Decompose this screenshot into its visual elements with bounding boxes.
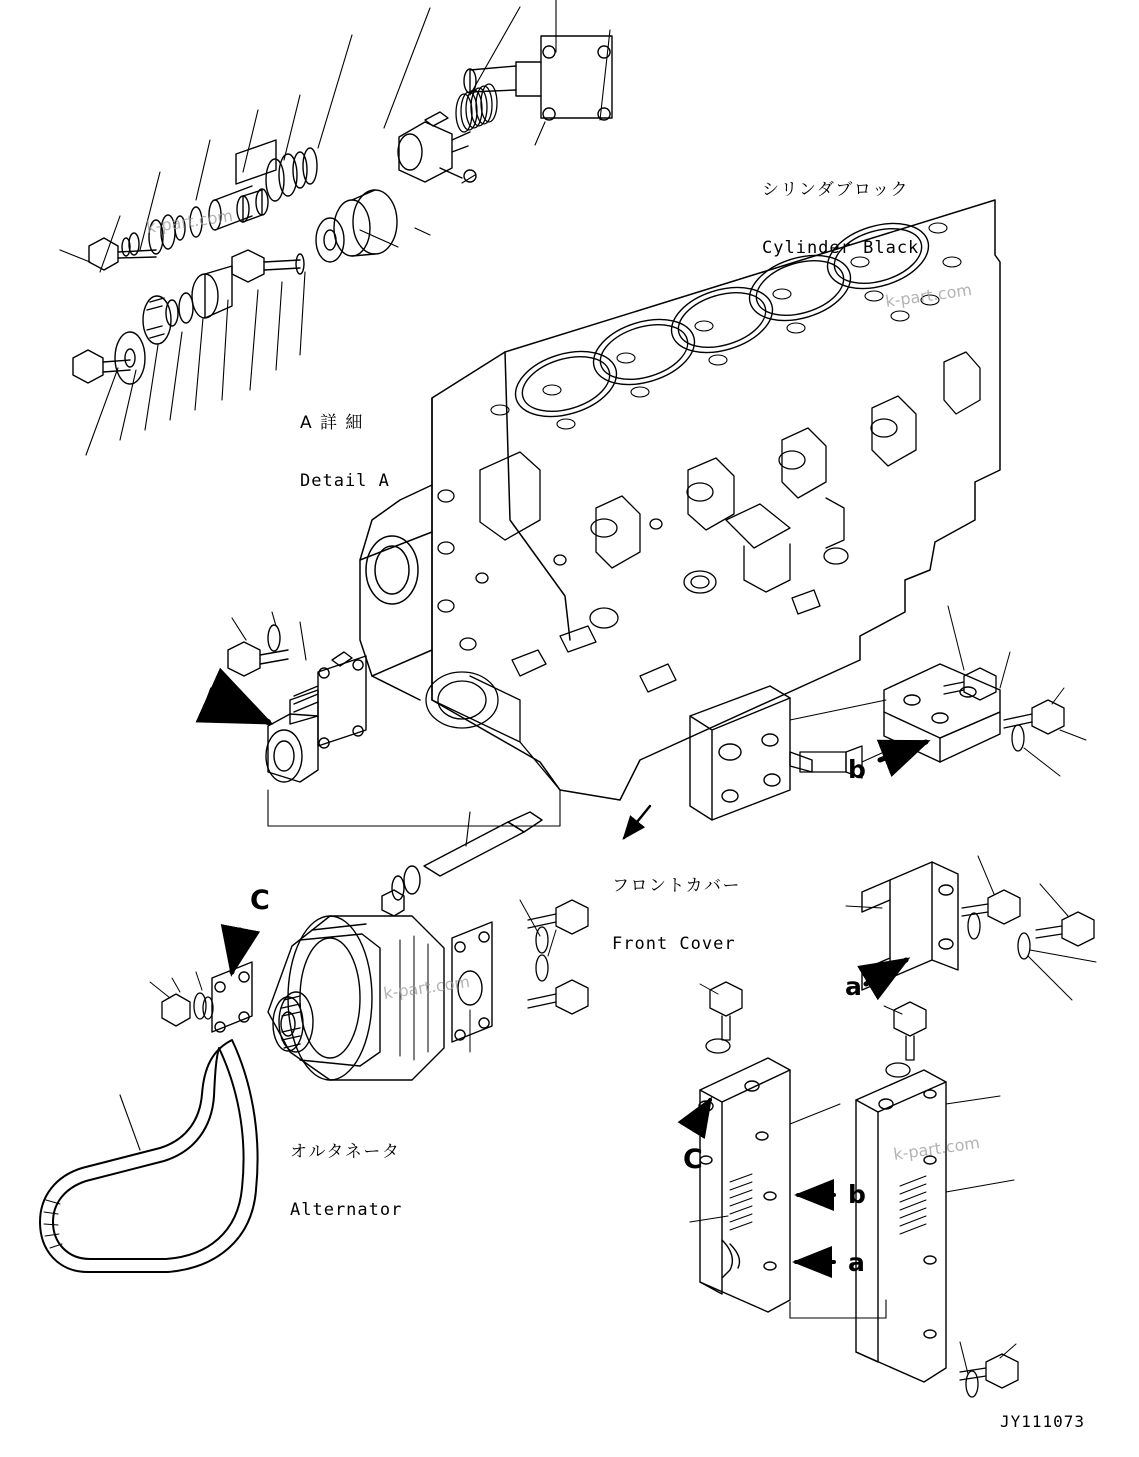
label-detail-a — [300, 375, 390, 528]
watermark: k-part.com — [884, 280, 974, 311]
watermark: k-part.com — [145, 206, 235, 237]
label-front-cover-jp: フロントカバー — [612, 875, 741, 896]
watermark: k-part.com — [892, 1133, 982, 1164]
watermark: k-part.com — [382, 972, 472, 1003]
label-cylinder-block-en: Cylinder Black — [762, 237, 920, 258]
label-detail-a-jp: A 詳 細 — [300, 412, 364, 433]
label-alternator-en: Alternator — [290, 1199, 403, 1220]
callout-c-left: C — [250, 885, 270, 916]
label-front-cover-en: Front Cover — [612, 933, 736, 954]
drawing-number: JY111073 — [1000, 1412, 1086, 1431]
callout-a-bottom: a — [848, 1248, 865, 1277]
label-front-cover — [612, 838, 741, 991]
label-cylinder-block — [762, 142, 919, 295]
label-alternator-jp: オルタネータ — [290, 1141, 401, 1162]
label-alternator — [290, 1104, 402, 1257]
callout-a-left: A — [203, 683, 224, 714]
label-detail-a-en: Detail A — [300, 470, 390, 491]
callout-b-right: b — [848, 755, 866, 784]
callout-b-bottom: b — [848, 1180, 866, 1209]
callout-a-right: a — [845, 972, 862, 1001]
label-cylinder-block-jp: シリンダブロック — [762, 179, 909, 200]
callout-c-bottom: C — [683, 1144, 703, 1175]
